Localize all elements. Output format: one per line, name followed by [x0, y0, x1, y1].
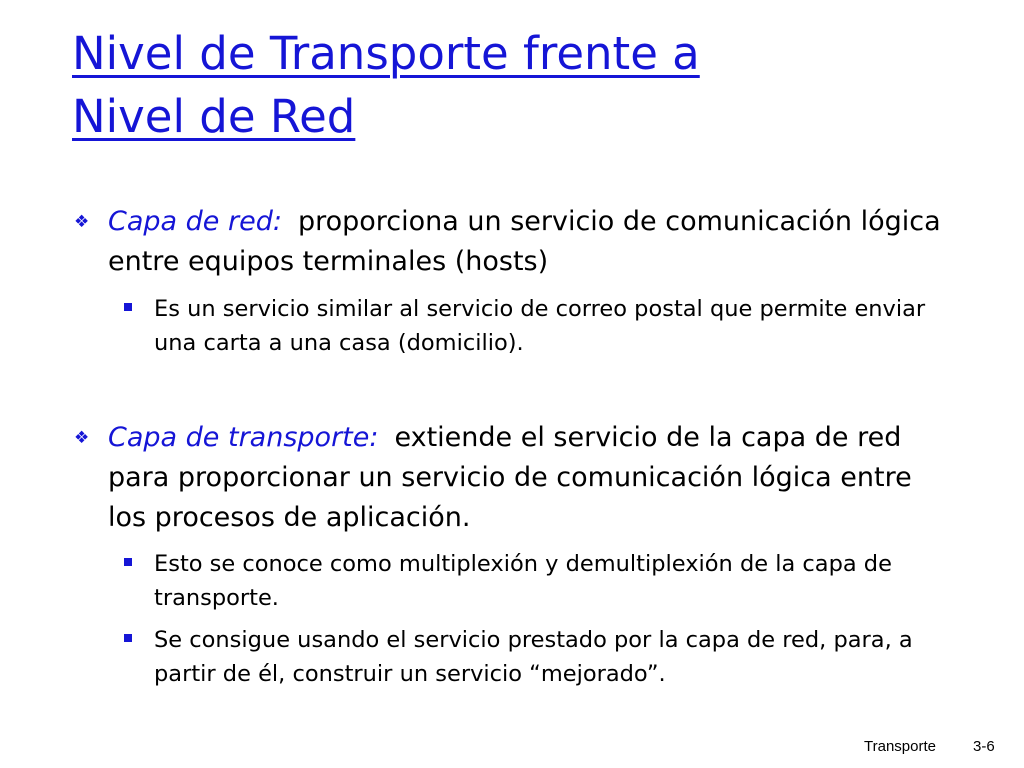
slide-title — [72, 22, 972, 148]
footer-section-label: Transporte — [864, 738, 936, 755]
diamond-bullet-icon: ❖ — [74, 428, 90, 448]
diamond-bullet-icon: ❖ — [74, 212, 90, 232]
square-bullet-icon — [124, 558, 132, 566]
slide-title-line-2: Nivel de Red — [72, 90, 356, 143]
bullet-text — [108, 202, 958, 282]
bullet-body: extiende el servicio de la capa de red para proporcionar un servicio de comunicación lógica entre los procesos de aplicación. — [108, 422, 912, 533]
sub-bullet-text: Esto se conoce como multiplexión y demultiplexión de la capa de transporte. — [154, 551, 892, 611]
square-bullet-icon — [124, 303, 132, 311]
sub-bullet-text: Es un servicio similar al servicio de correo postal que permite enviar una carta a una casa (domicilio). — [154, 296, 926, 356]
slide-title-line-1: Nivel de Transporte frente a — [72, 27, 700, 80]
footer-page-number: 3-6 — [973, 738, 995, 755]
sub-bullet-text: Se consigue usando el servicio prestado por la capa de red, para, a partir de él, construir un servicio “mejorado”. — [154, 627, 913, 687]
bullet-term: Capa de transporte: — [108, 422, 379, 453]
bullet-body: proporciona un servicio de comunicación lógica entre equipos terminales (hosts) — [108, 206, 941, 277]
bullet-text — [108, 418, 958, 538]
bullet-term: Capa de red: — [108, 206, 282, 237]
square-bullet-icon — [124, 634, 132, 642]
